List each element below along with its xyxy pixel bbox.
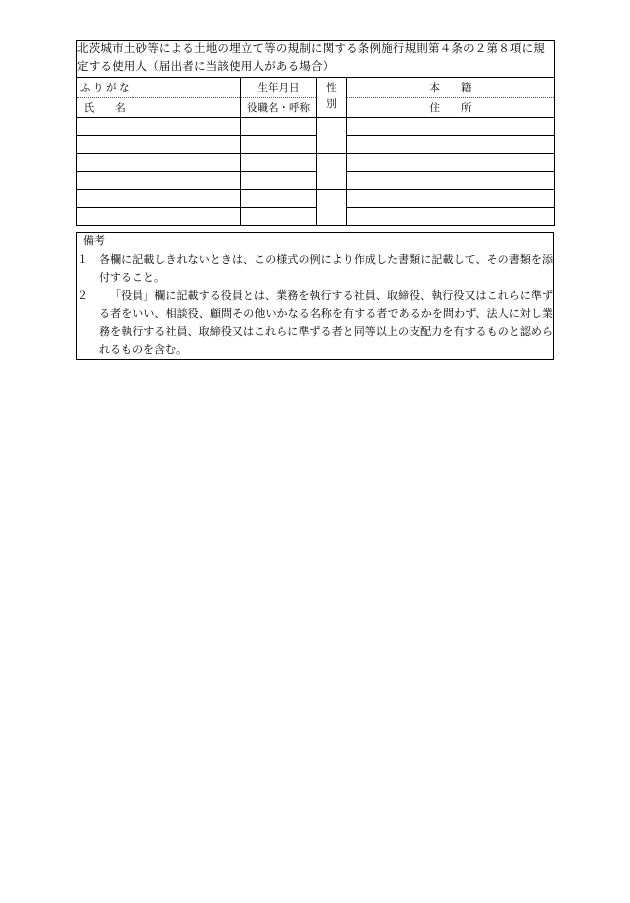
birth-position-header-cell (241, 77, 317, 117)
name-header-cell (133, 77, 241, 117)
birthdate-field[interactable] (241, 189, 317, 207)
notes-cell (77, 232, 554, 360)
list-item (77, 288, 553, 359)
gender-field[interactable] (317, 117, 347, 153)
note-number: １ (77, 254, 88, 267)
gender-field[interactable] (317, 153, 347, 189)
name-field-sub[interactable] (77, 207, 241, 225)
table-row (77, 117, 555, 135)
jusho-field[interactable] (347, 135, 555, 153)
notes-heading: 備考 (83, 234, 105, 247)
furigana-field[interactable] (77, 117, 133, 135)
honseki-field[interactable] (347, 189, 555, 207)
furigana-header: ふ り が な (77, 78, 133, 98)
honseki-field[interactable] (347, 117, 555, 135)
table-row-sub (77, 207, 555, 225)
table-row-sub (77, 171, 555, 189)
form-container (76, 40, 554, 360)
jusho-header: 住 所 (429, 102, 472, 114)
table-row (77, 189, 555, 207)
gender-field[interactable] (317, 189, 347, 225)
name-field[interactable] (133, 117, 241, 135)
honseki-field[interactable] (347, 153, 555, 171)
gender-header-cell (317, 77, 347, 117)
gender-header-line2: 別 (326, 99, 337, 111)
usage-person-table (76, 40, 555, 226)
honseki-jusho-header-cell (347, 77, 555, 117)
birthdate-header: 生年月日 (241, 78, 316, 98)
furigana-header-cell (77, 77, 133, 117)
gender-header-line1: 性 (326, 83, 337, 95)
list-item (77, 252, 553, 288)
note-text: 「役員」欄に記載する役員とは、業務を執行する社員、取締役、執行役又はこれらに準ずる者をいい、相談役、顧問その他いかなる名称を有する者であるかを問わず、法人に対し業務を執行する社員、取締役又はこれらに準ずる者と同等以上の支配力を有するものと認められるものを含む。 (99, 290, 553, 356)
jusho-field[interactable] (347, 171, 555, 189)
name-field-sub[interactable] (77, 171, 241, 189)
position-field[interactable] (241, 171, 317, 189)
note-text: 各欄に記載しきれないときは、この様式の例により作成した書類に記載して、その書類を添付すること。 (99, 254, 553, 285)
birthdate-field[interactable] (241, 153, 317, 171)
birthdate-field[interactable] (241, 117, 317, 135)
position-header: 役職名・呼称 (247, 102, 310, 114)
position-field[interactable] (241, 207, 317, 225)
table-row (77, 153, 555, 171)
name-field[interactable] (133, 189, 241, 207)
jusho-field[interactable] (347, 207, 555, 225)
name-field-sub[interactable] (77, 135, 241, 153)
header-row (77, 77, 555, 117)
note-number: ２ (77, 290, 88, 303)
honseki-header: 本 籍 (347, 78, 554, 98)
furigana-field[interactable] (77, 153, 133, 171)
name-field[interactable] (133, 153, 241, 171)
table-row-sub (77, 135, 555, 153)
notes-table (76, 232, 554, 361)
position-field[interactable] (241, 135, 317, 153)
title-row (77, 41, 555, 78)
notes-row (77, 232, 554, 360)
name-header: 氏 名 (83, 102, 126, 114)
furigana-field[interactable] (77, 189, 133, 207)
form-title: 北茨城市土砂等による土地の埋立て等の規制に関する条例施行規則第４条の２第８項に規定する使用人（届出者に当該使用人がある場合） (77, 41, 555, 78)
